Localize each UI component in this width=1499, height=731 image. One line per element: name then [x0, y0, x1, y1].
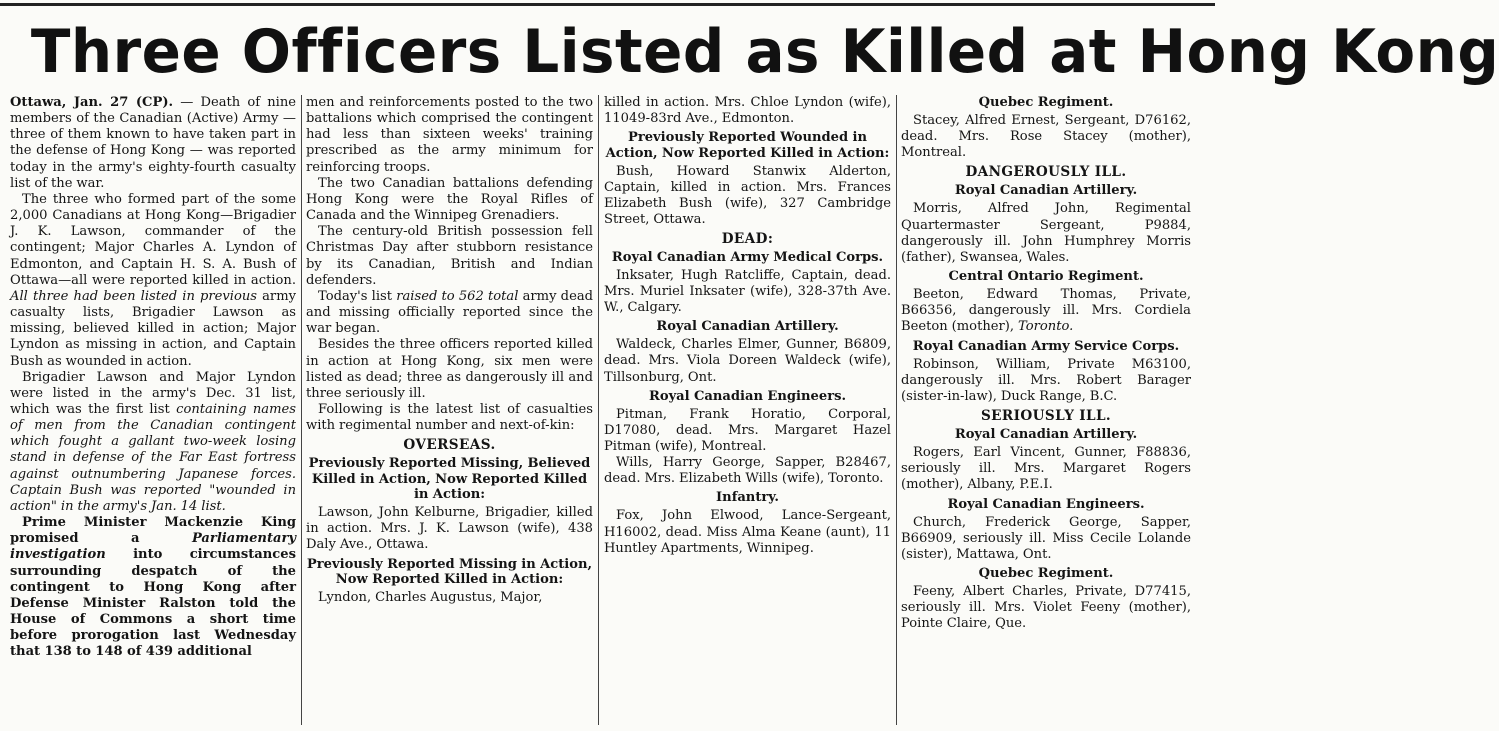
column-rule	[896, 95, 897, 725]
paragraph-text: army dead and missing officially reported since the war began.	[306, 288, 594, 337]
article-column-4	[901, 95, 1191, 727]
paragraph-italic: containing names of men from the Canadian contingent which fought a gallant two-week losing stand in defense of the Far East fortress against outnumbering Japanese forces. Captain Bush was reported "wounded in action" in the army's Jan. 14 list.	[10, 401, 296, 514]
casualty-entry	[901, 287, 1191, 335]
headline: Three Officers Listed as Killed at Hong Kong	[30, 17, 1499, 87]
entry-text: Beeton, Edward Thomas, Private, B66356, dangerously ill. Mrs. Cordiela Beeton (mother),	[901, 287, 1191, 335]
article-column-3	[604, 95, 891, 727]
casualty-entry: Robinson, William, Private M63100, dangerously ill. Mrs. Robert Barager (sister-in-law), Duck Range, B.C.	[901, 356, 1191, 404]
paragraph: men and reinforcements posted to the two battalions which comprised the contingent had less than sixteen weeks' training prescribed as the army minimum for reinforcing troops.	[306, 95, 593, 175]
casualty-entry: Rogers, Earl Vincent, Gunner, F88836, seriously ill. Mrs. Margaret Rogers (mother), Albany, P.E.I.	[901, 445, 1191, 493]
paragraph-text: Prime Minister Mackenzie King promised a	[10, 515, 296, 547]
casualty-entry: Inksater, Hugh Ratcliffe, Captain, dead. Mrs. Muriel Inksater (wife), 328-37th Ave. W., Calgary.	[604, 267, 891, 316]
casualty-entry: Fox, John Elwood, Lance-Sergeant, H16002, dead. Miss Alma Keane (aunt), 11 Huntley Apartments, Winnipeg.	[604, 508, 891, 556]
unit-heading: Royal Canadian Engineers.	[947, 496, 1145, 512]
article-column-2	[306, 95, 593, 727]
paragraph: The century-old British possession fell Christmas Day after stubborn resistance by its Canadian, British and Indian defenders.	[306, 224, 593, 288]
section-heading-dead: DEAD:	[721, 231, 774, 248]
paragraph-text: into circumstances surrounding despatch of the contingent to Hong Kong after Defense Minister Ralston told the House of Commons a short time before prorogation last Wednesday that 138 to 148 of 439 additional	[10, 547, 296, 660]
section-heading-dangerously-ill: DANGEROUSLY ILL.	[965, 164, 1127, 181]
unit-heading: Quebec Regiment.	[978, 565, 1114, 581]
casualty-entry: Lyndon, Charles Augustus, Major,	[318, 589, 543, 605]
unit-heading: Royal Canadian Army Service Corps.	[912, 338, 1180, 354]
paragraph	[10, 192, 296, 370]
unit-heading: Royal Canadian Artillery.	[656, 319, 839, 335]
unit-heading: Royal Canadian Army Medical Corps.	[611, 250, 884, 266]
unit-heading: Royal Canadian Artillery.	[954, 427, 1138, 443]
casualty-entry: Lawson, John Kelburne, Brigadier, killed in action. Mrs. J. K. Lawson (wife), 438 Daly Ave., Ottawa.	[306, 505, 593, 553]
casualty-entry: killed in action. Mrs. Chloe Lyndon (wife), 11049-83rd Ave., Edmonton.	[604, 95, 891, 127]
casualty-entry: Stacey, Alfred Ernest, Sergeant, D76162, dead. Mrs. Rose Stacey (mother), Montreal.	[901, 113, 1191, 161]
section-heading-overseas: OVERSEAS.	[403, 437, 496, 454]
paragraph	[306, 289, 593, 337]
unit-heading: Royal Canadian Artillery.	[954, 183, 1138, 199]
paragraph-text: The three who formed part of the some 2,000 Canadians at Hong Kong—Brigadier J. K. Lawson, commander of the contingent; Major Charles A. Lyndon of Edmonton, and Captain H. S. A. Bush of Ottawa—all were reported killed in action.	[10, 191, 296, 288]
casualty-entry: Church, Frederick George, Sapper, B66909, seriously ill. Miss Cecile Lolande (sister), Mattawa, Ont.	[901, 514, 1191, 562]
paragraph: The two Canadian battalions defending Hong Kong were the Royal Rifles of Canada and the Winnipeg Grenadiers.	[306, 175, 593, 224]
dateline: Ottawa, Jan. 27 (CP).	[10, 95, 174, 110]
casualty-entry: Feeny, Albert Charles, Private, D77415, seriously ill. Mrs. Violet Feeny (mother), Pointe Claire, Que.	[901, 583, 1191, 632]
lead-paragraph	[10, 95, 296, 192]
unit-heading: Infantry.	[716, 490, 779, 506]
casualty-entry: Waldeck, Charles Elmer, Gunner, B6809, dead. Mrs. Viola Doreen Waldeck (wife), Tillsonburg, Ont.	[604, 337, 891, 385]
casualty-entry: Wills, Harry George, Sapper, B28467, dead. Mrs. Elizabeth Wills (wife), Toronto.	[604, 455, 891, 487]
section-heading-seriously-ill: SERIOUSLY ILL.	[980, 408, 1112, 425]
column-rule	[598, 95, 599, 725]
top-rule	[0, 3, 1215, 6]
subheading: Previously Reported Wounded in Action, Now Reported Killed in Action:	[605, 130, 890, 161]
paragraph: Following is the latest list of casualties with regimental number and next-of-kin:	[306, 401, 593, 434]
paragraph: Besides the three officers reported killed in action at Hong Kong, six men were listed as dead; three as dangerously ill and three seriously ill.	[306, 337, 593, 401]
casualty-entry: Morris, Alfred John, Regimental Quartermaster Sergeant, P9884, dangerously ill. John Humphrey Morris (father), Swansea, Wales.	[901, 201, 1191, 265]
unit-heading: Central Ontario Regiment.	[948, 269, 1144, 285]
paragraph-italic: raised to 562 total	[396, 288, 519, 304]
paragraph-text: Brigadier Lawson and Major Lyndon were listed in the army's Dec. 31 list, which was the first list	[10, 369, 296, 417]
unit-heading: Royal Canadian Engineers.	[648, 388, 847, 404]
unit-heading: Quebec Regiment.	[978, 95, 1114, 110]
column-rule	[301, 95, 302, 725]
casualty-entry: Bush, Howard Stanwix Alderton, Captain, killed in action. Mrs. Frances Elizabeth Bush (wife), 327 Cambridge Street, Ottawa.	[604, 163, 891, 227]
paragraph-italic: Parliamentary investigation	[10, 531, 296, 563]
subheading: Previously Reported Missing, Believed Killed in Action, Now Reported Killed in Action:	[308, 456, 591, 503]
paragraph-text: army casualty lists, Brigadier Lawson as missing, believed killed in action; Major Lyndon as missing in action, and Captain Bush as wounded in action.	[10, 288, 297, 369]
paragraph-text: Today's list	[318, 288, 397, 304]
paragraph	[10, 370, 296, 515]
article-column-1	[10, 95, 296, 727]
paragraph-italic: All three had been listed in previous	[10, 288, 258, 304]
lead-text: — Death of nine members of the Canadian (Active) Army — three of them known to have taken part in the defense of Hong Kong — was reported today in the army's eighty-fourth casualty list of the war.	[10, 95, 296, 191]
subheading: Previously Reported Missing in Action, Now Reported Killed in Action:	[306, 556, 593, 588]
casualty-entry: Pitman, Frank Horatio, Corporal, D17080, dead. Mrs. Margaret Hazel Pitman (wife), Montreal.	[604, 406, 891, 454]
paragraph	[10, 515, 296, 660]
entry-italic: Toronto.	[1018, 319, 1074, 335]
